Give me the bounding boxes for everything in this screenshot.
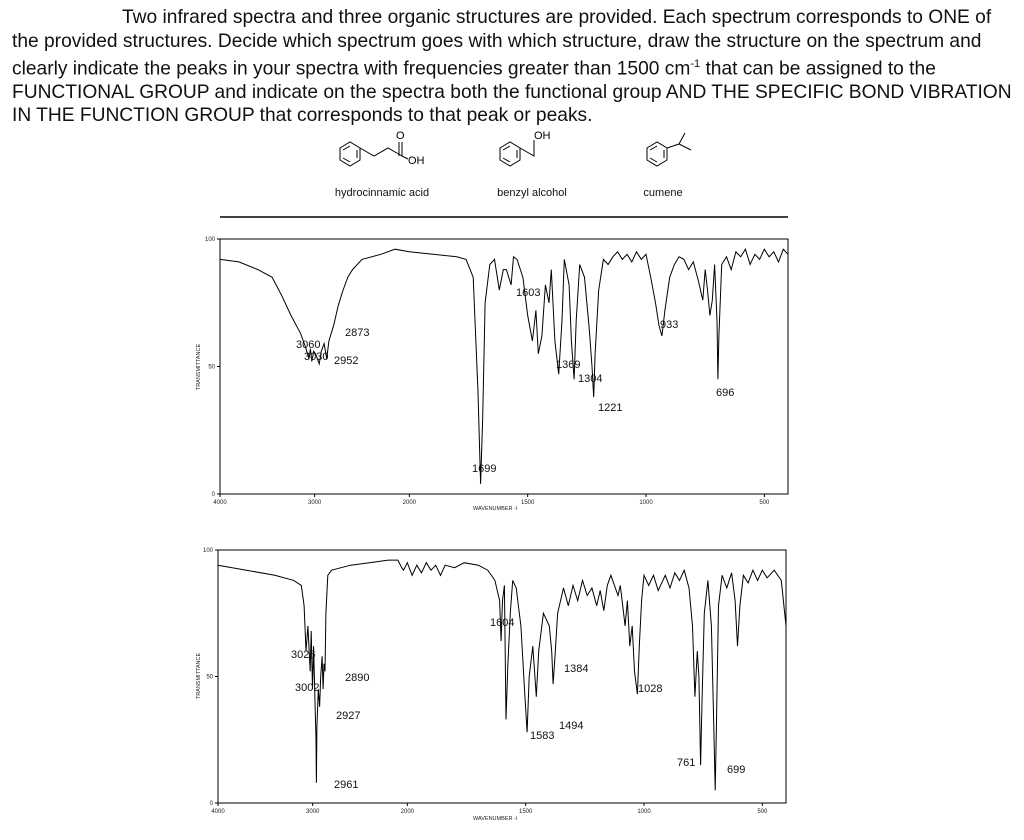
peak-label-2961: 2961: [334, 779, 359, 791]
peak-label-761: 761: [677, 757, 696, 769]
peak-label-1221: 1221: [598, 402, 623, 414]
peak-label-3030: 3030: [304, 351, 329, 363]
x-tick-label: 2000: [400, 809, 415, 815]
y-tick-label: 50: [206, 674, 213, 681]
peak-label-3002: 3002: [295, 682, 320, 694]
x-tick-label: 500: [757, 809, 768, 815]
structure-name-cumene: cumene: [643, 187, 683, 199]
peak-label-1604: 1604: [490, 617, 515, 629]
x-tick-label: 2000: [402, 500, 417, 506]
peak-label-1583: 1583: [530, 730, 555, 742]
unit-superscript: -1: [690, 58, 701, 70]
spectrum-1-svg: [190, 212, 800, 512]
spectrum-trace: [218, 560, 786, 790]
peak-label-1384: 1384: [564, 663, 589, 675]
x-tick-label: 500: [759, 500, 770, 506]
peak-label-2873: 2873: [345, 327, 370, 339]
instructions-text-2: that can be assigned to the FUNCTIONAL GROUP and indicate on the spectra both the functional group AND THE SPECIFIC BOND VIBRATION IN THE FUNCTION GROUP that corresponds to that peak or peaks.: [12, 58, 1012, 127]
peak-label-933: 933: [660, 319, 679, 331]
y-tick-label: 100: [204, 237, 215, 243]
x-tick-label: 4000: [211, 809, 225, 815]
peak-label-1028: 1028: [638, 683, 663, 695]
peak-label-3026: 3026: [291, 649, 316, 661]
peak-label-1699: 1699: [472, 463, 497, 475]
instructions-text-1: Two infrared spectra and three organic structures are provided. Each spectrum corresponds to ONE of the provided structures. Decide which spectrum goes with which structure, draw the structure on the spectrum and clearly indicate the peaks in your spectra with frequencies greater than 1500 cm: [12, 7, 992, 80]
x-tick-label: 4000: [213, 500, 227, 506]
peak-label-2927: 2927: [336, 710, 361, 722]
x-tick-label: 1000: [637, 809, 651, 815]
x-tick-label: 3000: [305, 809, 320, 815]
peak-label-2890: 2890: [345, 672, 370, 684]
peak-label-1369: 1369: [556, 359, 581, 371]
structure-name-benzyl-alcohol: benzyl alcohol: [497, 187, 567, 199]
hydroxyl-label: OH: [408, 155, 425, 167]
y-tick-label: 0: [209, 801, 213, 807]
ir-spectrum-1: [190, 212, 800, 512]
peak-label-2952: 2952: [334, 355, 359, 367]
y-axis-title: TRANSMITTANCE: [196, 652, 202, 700]
peak-label-1603: 1603: [516, 287, 541, 299]
peak-label-699: 699: [727, 764, 746, 776]
ir-spectrum-2: [190, 528, 800, 828]
x-tick-label: 1500: [520, 500, 535, 506]
spectrum-2-svg: [190, 528, 800, 828]
x-tick-label: 1500: [518, 809, 533, 815]
x-tick-label: 1000: [639, 500, 653, 506]
peak-label-1494: 1494: [559, 720, 584, 732]
y-tick-label: 0: [211, 492, 215, 498]
structure-cumene: [637, 130, 707, 174]
y-tick-label: 50: [208, 364, 215, 371]
peak-label-3060: 3060: [296, 339, 321, 351]
structure-name-hydrocinnamic-acid: hydrocinnamic acid: [334, 187, 430, 199]
hydroxyl-label: OH: [534, 130, 551, 142]
peak-label-696: 696: [716, 387, 735, 399]
oxygen-label: O: [396, 130, 405, 142]
x-axis-title: WAVENUMBER -l: [473, 506, 517, 512]
structure-hydrocinnamic-acid: [330, 130, 440, 174]
x-tick-label: 3000: [307, 500, 322, 506]
x-axis-title: WAVENUMBER -l: [473, 816, 517, 822]
spectrum-trace: [220, 249, 788, 484]
peak-label-1304: 1304: [578, 373, 603, 385]
instructions-paragraph: [12, 6, 1016, 128]
plot-frame: [220, 239, 788, 494]
structure-benzyl-alcohol: [490, 130, 560, 174]
y-axis-title: TRANSMITTANCE: [196, 343, 202, 391]
y-tick-label: 100: [202, 548, 213, 554]
